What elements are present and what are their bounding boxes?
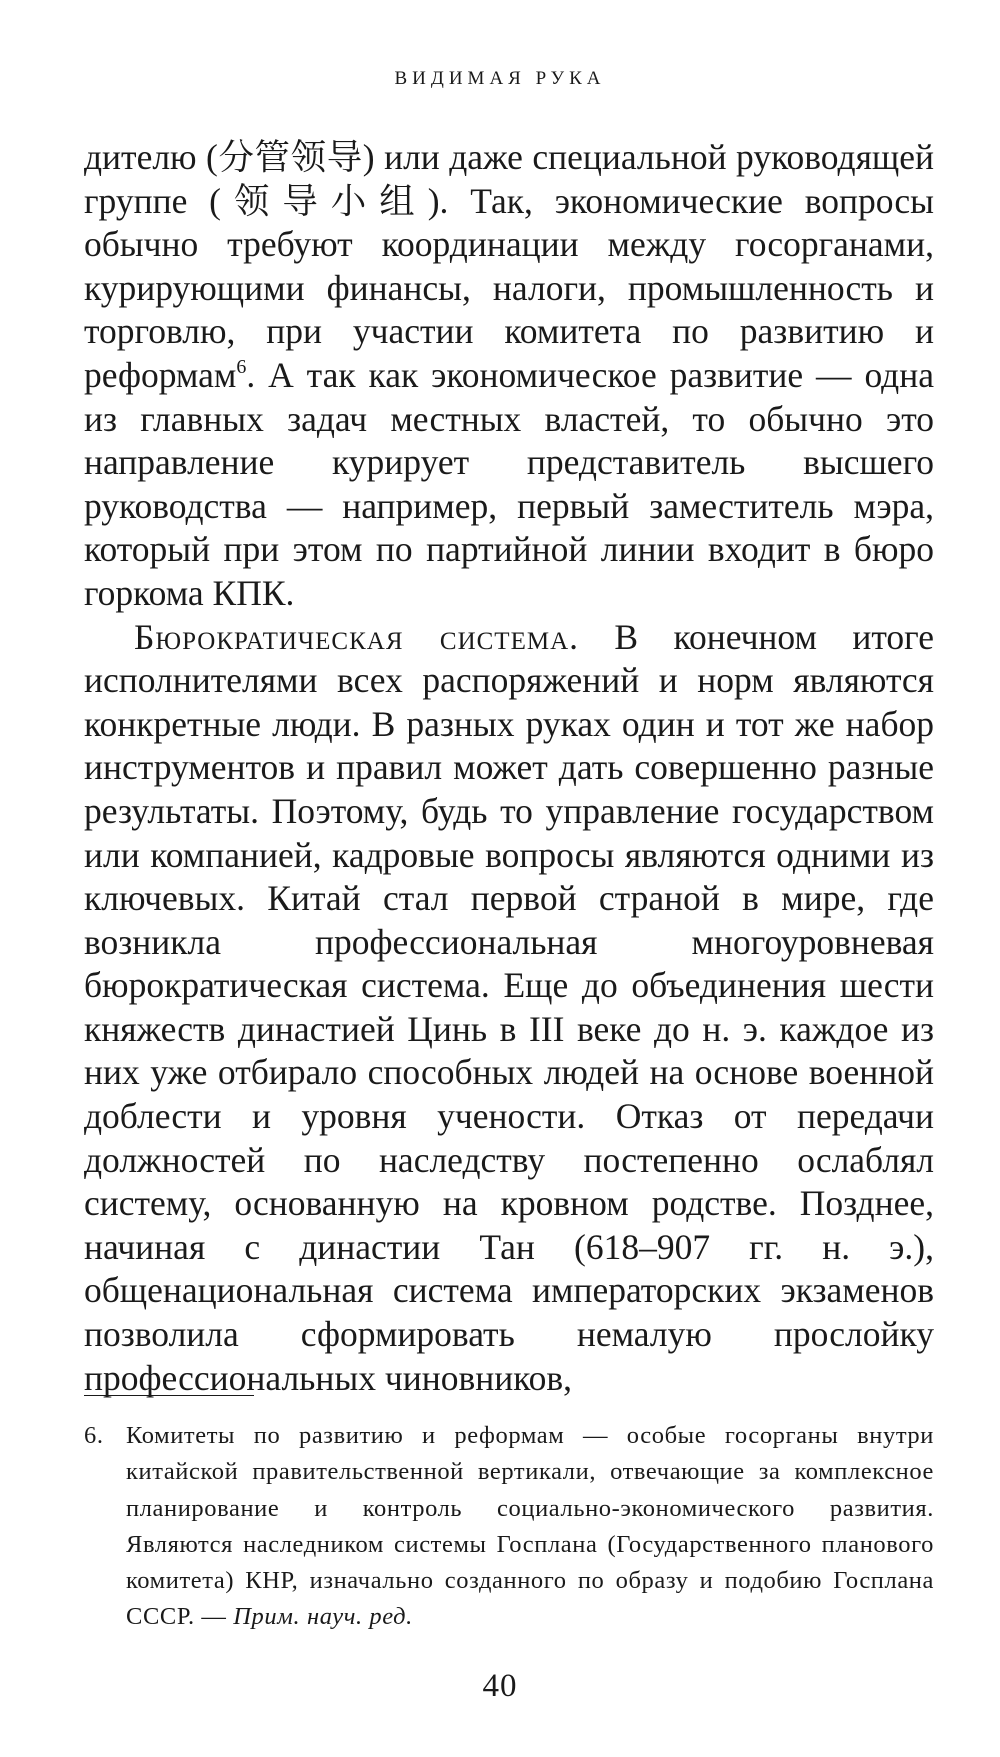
paragraph-2-lead-in: Бюрократическая система. [134, 616, 580, 657]
running-head: ВИДИМАЯ РУКА [394, 68, 606, 89]
paragraph-2 [84, 616, 934, 1401]
paragraph-2-text: В конечном итоге исполнителями всех распоряжений и норм являются конкретные люди. В разных руках один и тот же набор инструментов и правил может дать совершенно разные результаты. Поэтому, будь то управление государством или компанией, кадровые вопросы являются одними из ключевых. Китай стал первой страной в мире, где возникла профессиональная многоуровневая бюрократическая система. Еще до объединения шести княжеств династией Цинь в III веке до н. э. каждое из них уже отбирало способных людей на основе военной доблести и уровня учености. Отказ от передачи должностей по наследству постепенно ослаблял систему, основанную на кровном родстве. Позднее, начиная с династии Тан (618–907 гг. н. э.), общенациональная система императорских экзаменов позволила сформировать немалую прослойку профессиональных чиновников, [84, 616, 934, 1398]
paragraph-1-continuation: . А так как экономическое развитие — одна из главных задач местных властей, то обычно это направление курирует представитель высшего руководства — например, первый заместитель мэра, который при этом по партийной линии входит в бюро горкома КПК. [84, 354, 934, 613]
footnote-reference: 6 [236, 355, 247, 378]
footnote-divider [84, 1395, 254, 1396]
main-text [84, 136, 934, 1400]
footnote [84, 1418, 934, 1636]
footnote-row [84, 1418, 934, 1636]
page-number: 40 [482, 1668, 518, 1704]
paragraph-1 [84, 136, 934, 616]
footnote-text: Комитеты по развитию и реформам — особые госорганы внутри китайской правительственной вертикали, отвечающие за комплексное планирование и контроль социально-экономического развития. Являются наследником системы Госплана (Государственного планового комитета) КНР, изначально созданного по образу и подобию Госплана СССР. — [126, 1422, 934, 1631]
footnote-body [126, 1418, 934, 1636]
footnote-number: 6. [84, 1422, 104, 1449]
paragraph-1-text: дителю (分管领导) или даже специальной руководящей группе (领导小组). Так, экономические вопросы обычно требуют координации между госорганами, курирующими финансы, налоги, промышленность и торговлю, при участии комитета по развитию и реформам [84, 137, 934, 395]
footnote-attribution: Прим. науч. ред. [233, 1603, 413, 1631]
